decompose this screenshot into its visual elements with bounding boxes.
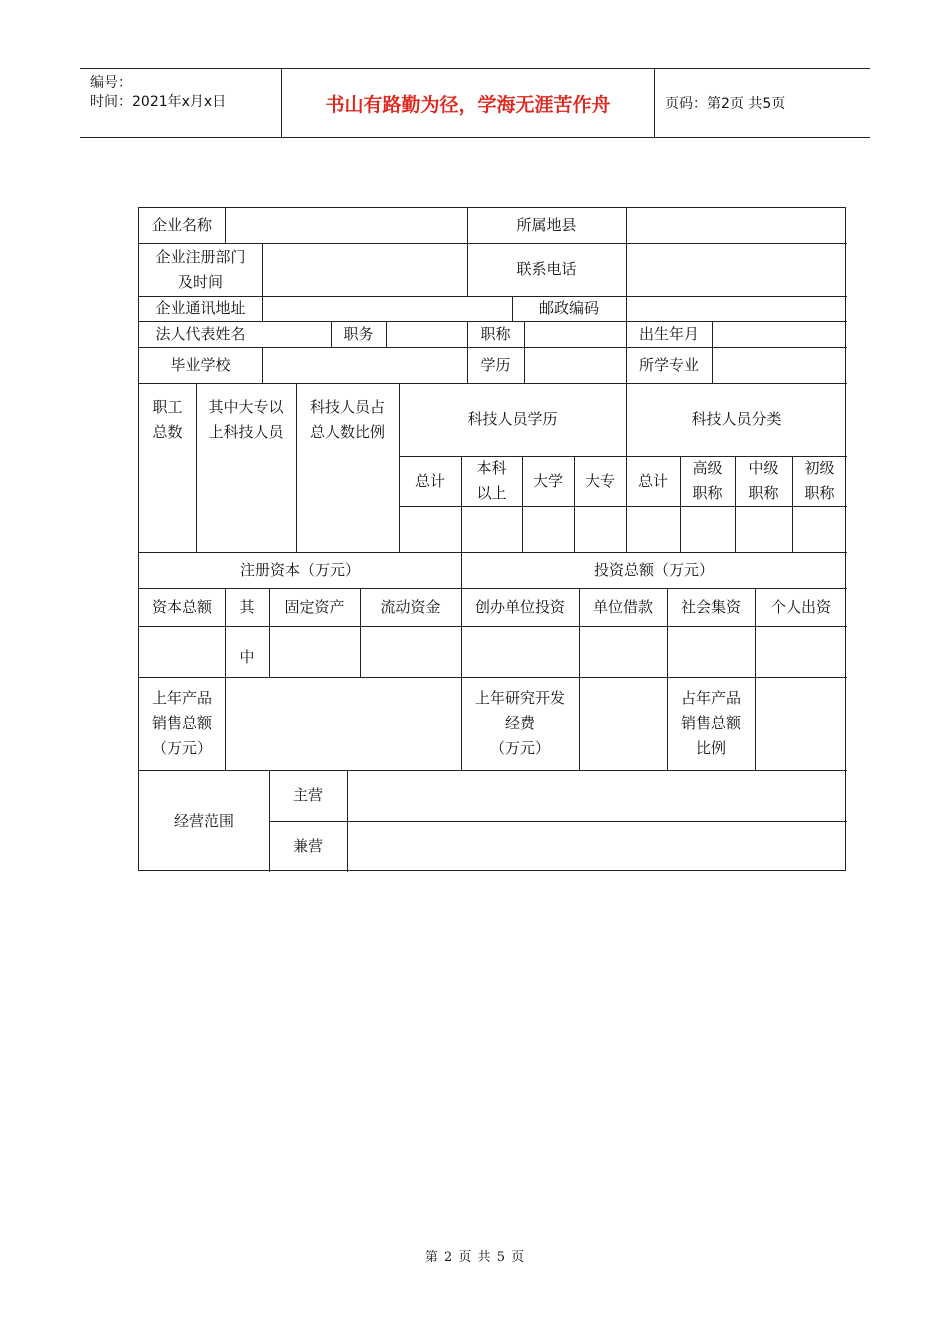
label-reg-dept-time: 企业注册部门 及时间 (155, 247, 246, 291)
grid-line-v (225, 677, 226, 770)
label-working-capital: 流动资金 (380, 597, 441, 616)
grid-line-v (347, 770, 348, 872)
page-footer: 第 2 页 共 5 页 (424, 1250, 526, 1265)
grid-line-v (225, 208, 226, 243)
label-major: 所学专业 (638, 355, 699, 374)
label-among: 其 中 (239, 598, 255, 666)
label-side-business: 兼营 (292, 837, 323, 855)
label-phone: 联系电话 (516, 260, 577, 278)
serial-label: 编号： (90, 75, 132, 91)
time-label: 时间：2021年x月x日 (90, 94, 227, 110)
label-district: 所属地县 (516, 216, 577, 234)
label-senior-title: 高级 职称 (692, 459, 723, 502)
label-education: 学历 (480, 355, 511, 374)
label-tech-edu: 科技人员学历 (467, 410, 558, 428)
label-position: 职务 (343, 324, 374, 343)
grid-line-v (386, 321, 387, 347)
registration-form (138, 207, 846, 871)
label-college-staff: 其中大专以 上科技人员 (208, 397, 284, 441)
grid-line-v (524, 347, 525, 383)
header-motto: 书山有路勤为径，学海无涯苦作舟 (281, 69, 655, 137)
label-staff-total: 职工 总数 (152, 397, 183, 441)
label-postcode: 邮政编码 (538, 299, 599, 317)
header-left-cell (80, 69, 280, 137)
grid-line-h (399, 506, 847, 507)
label-birth: 出生年月 (638, 324, 699, 343)
label-personal-fund: 个人出资 (770, 597, 831, 616)
page-header (80, 68, 870, 138)
label-address: 企业通讯地址 (155, 299, 246, 317)
label-title: 职称 (480, 324, 511, 343)
label-scope: 经营范围 (173, 811, 234, 830)
label-founder-invest: 创办单位投资 (474, 597, 565, 616)
header-page-info: 页码：第2页 共5页 (665, 96, 786, 112)
grid-line-v (262, 243, 263, 296)
label-social-fund: 社会集资 (680, 597, 741, 616)
label-unit-loan: 单位借款 (592, 597, 653, 616)
label-junior-title: 初级 职称 (804, 459, 835, 502)
label-tech-class: 科技人员分类 (691, 410, 782, 428)
label-total-b: 总计 (637, 471, 668, 490)
grid-line-v (626, 208, 627, 243)
label-main-business: 主营 (292, 786, 323, 804)
grid-line-v (262, 296, 263, 321)
label-legal-rep: 法人代表姓名 (155, 324, 246, 343)
label-mid-title: 中级 职称 (748, 459, 779, 502)
label-fixed-assets: 固定资产 (284, 597, 345, 616)
grid-line-h (269, 821, 847, 822)
label-sales-ratio: 占年产品 销售总额 比例 (680, 689, 741, 757)
label-school: 毕业学校 (170, 355, 231, 374)
label-university: 大学 (532, 471, 563, 490)
label-last-sales: 上年产品 销售总额 （万元） (151, 689, 212, 757)
label-college: 大专 (584, 471, 615, 490)
label-company-name: 企业名称 (151, 216, 212, 234)
label-rd-cost: 上年研究开发 经费 （万元） (474, 689, 565, 757)
grid-line-v (626, 243, 627, 296)
label-capital-total: 资本总额 (151, 597, 212, 616)
grid-line-v (626, 296, 627, 321)
grid-line-v (524, 321, 525, 347)
label-bachelor-plus: 本科 以上 (476, 459, 507, 502)
grid-line-v (755, 677, 756, 770)
grid-line-v (712, 321, 713, 347)
label-reg-capital: 注册资本（万元） (239, 560, 360, 579)
label-invest-total: 投资总额（万元） (593, 560, 714, 579)
grid-line-v (712, 347, 713, 383)
label-tech-ratio: 科技人员占 总人数比例 (309, 397, 385, 441)
grid-line-v (262, 347, 263, 383)
label-total-a: 总计 (414, 471, 445, 490)
